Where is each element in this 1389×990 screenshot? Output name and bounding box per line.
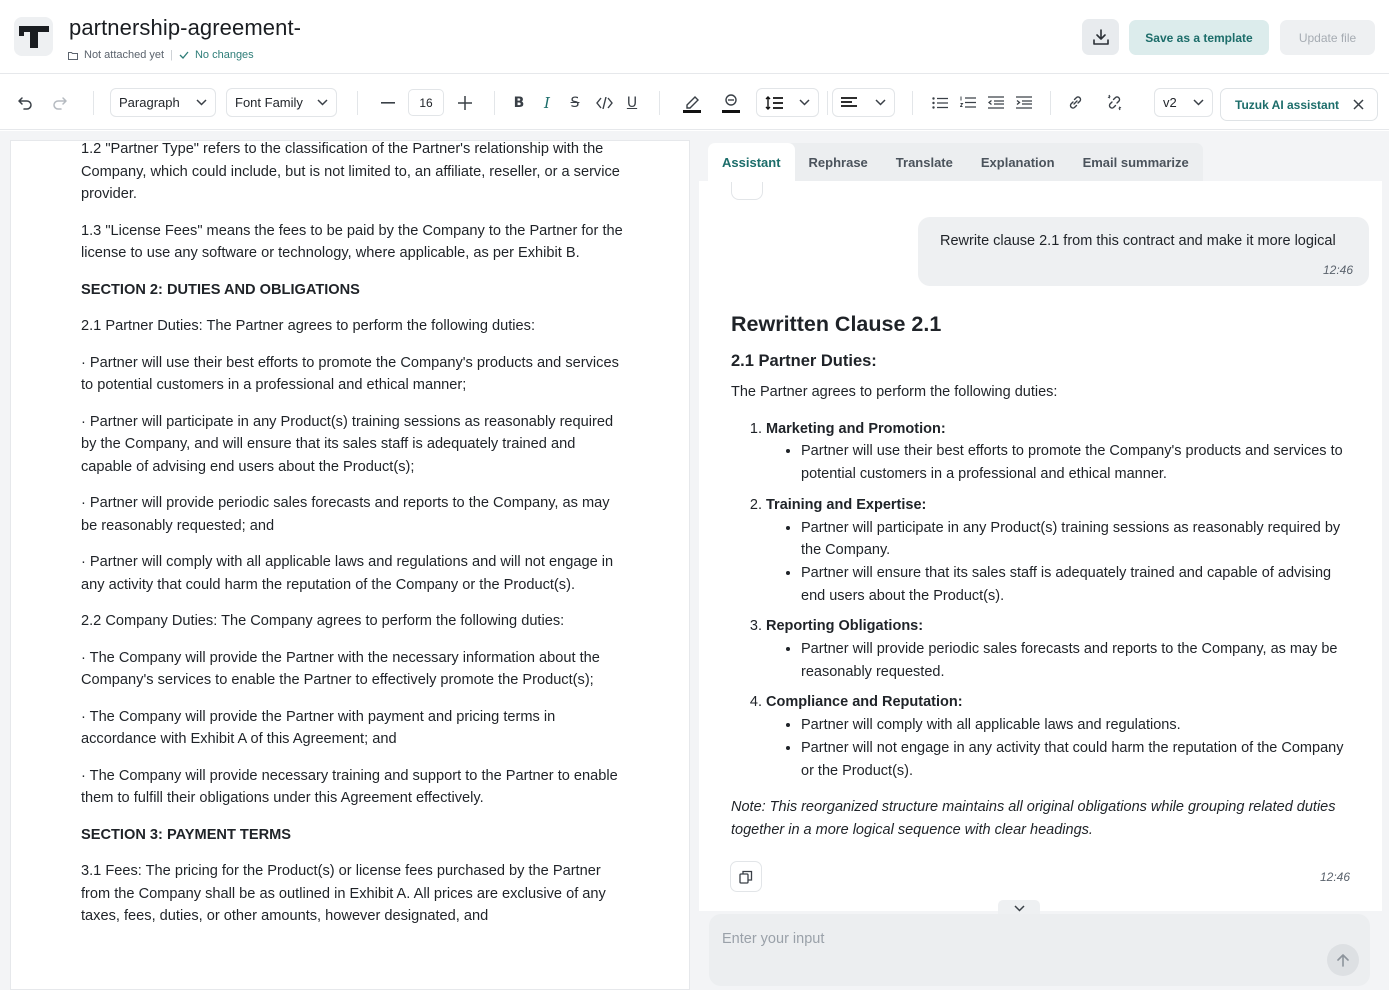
toolbar-divider xyxy=(93,91,94,115)
doc-paragraph[interactable]: 2.1 Partner Duties: The Partner agrees to perform the following duties: xyxy=(81,318,535,334)
doc-paragraph[interactable]: · The Company will provide the Partner with payment and pricing terms in accordance with Exhibit A of this Agreement; and xyxy=(81,708,556,747)
save-as-template-button[interactable]: Save as a template xyxy=(1129,20,1269,55)
response-note: Note: This reorganized structure maintains all original obligations while grouping related duties together in a more logical sequence with clear headings. xyxy=(731,799,1336,838)
assistant-response xyxy=(731,309,1351,842)
outdent-icon xyxy=(988,96,1004,109)
duty-section xyxy=(766,691,1351,782)
download-icon xyxy=(1092,28,1110,46)
user-message-text: Rewrite clause 2.1 from this contract and make it more logical xyxy=(940,233,1336,249)
line-height-select[interactable] xyxy=(756,88,819,117)
duty-title: Training and Expertise: xyxy=(766,496,927,513)
ai-assistant-toggle[interactable] xyxy=(1220,88,1378,121)
close-icon[interactable] xyxy=(1353,99,1364,110)
arrow-up-icon xyxy=(1337,954,1349,967)
highlight-color-button[interactable] xyxy=(719,75,743,130)
version-value: v2 xyxy=(1163,95,1177,110)
duty-title: Marketing and Promotion: xyxy=(766,420,946,437)
duty-item: • Partner will use their best efforts to promote the Company's products and services to potential customers in a professional and ethical manner. xyxy=(801,440,1351,485)
doc-paragraph[interactable]: · The Company will provide necessary training and support to the Partner to enable them to fulfill their obligations under this Agreement effectively. xyxy=(81,767,618,806)
document-meta xyxy=(68,49,254,61)
numbered-list-icon xyxy=(960,96,976,109)
duty-section xyxy=(766,418,1351,486)
redo-button[interactable] xyxy=(49,75,71,130)
plus-icon xyxy=(458,96,472,110)
chevron-down-icon xyxy=(799,99,810,106)
doc-paragraph[interactable]: · The Company will provide the Partner with the necessary information about the Company's services to enable the Partner to effectively promote the Product(s); xyxy=(81,649,600,688)
doc-section-heading[interactable]: SECTION 2: DUTIES AND OBLIGATIONS xyxy=(81,281,360,298)
response-intro: The Partner agrees to perform the following duties: xyxy=(731,384,1058,400)
undo-icon xyxy=(17,96,33,110)
chat-thread[interactable] xyxy=(699,181,1382,911)
logo-t-icon xyxy=(19,26,49,48)
duty-title: Reporting Obligations: xyxy=(766,618,924,635)
response-time: 12:46 xyxy=(1320,870,1351,884)
indent-icon xyxy=(1016,96,1032,109)
duty-item: • Partner will participate in any Product(s) training sessions as reasonably required by the Company. xyxy=(801,517,1351,562)
doc-paragraph[interactable]: · Partner will participate in any Product(s) training sessions as reasonably required by the Company, and will ensure that its sales staff is adequately trained and capable of advising end users about the Product(s); xyxy=(81,413,614,475)
align-left-icon xyxy=(841,97,857,109)
toolbar-divider xyxy=(494,91,495,115)
attach-status: Not attached yet xyxy=(84,49,165,61)
bold-icon: B xyxy=(513,94,525,111)
duty-section xyxy=(766,615,1351,683)
chat-input-container xyxy=(709,914,1370,986)
decrease-font-size-button[interactable] xyxy=(378,75,398,130)
underline-icon: U xyxy=(626,94,638,111)
font-family-select[interactable] xyxy=(226,88,337,117)
bullet-list-icon xyxy=(932,97,948,109)
toolbar-divider xyxy=(827,91,828,115)
response-duties-list xyxy=(731,418,1351,783)
update-file-button[interactable]: Update file xyxy=(1280,20,1375,55)
paint-bucket-icon xyxy=(721,93,741,113)
document-title[interactable]: partnership-agreement- xyxy=(69,15,302,40)
duty-item: • Partner will provide periodic sales forecasts and reports to the Company, as may be reasonably requested. xyxy=(801,638,1351,683)
toolbar-divider xyxy=(912,91,913,115)
chevron-down-icon xyxy=(1193,99,1204,106)
doc-paragraph[interactable]: · Partner will use their best efforts to promote the Company's products and services to potential customers in a professional and ethical manner; xyxy=(81,354,619,393)
change-status: No changes xyxy=(194,49,254,61)
meta-separator: | xyxy=(170,49,173,61)
folder-icon xyxy=(68,51,78,60)
version-select[interactable] xyxy=(1154,88,1213,117)
pen-color-icon xyxy=(682,93,702,113)
duty-item: • Partner will not engage in any activity that could harm the reputation of the Company or the Product(s). xyxy=(801,737,1351,782)
font-size-input[interactable]: 16 xyxy=(408,89,444,116)
previous-message-edge xyxy=(731,182,763,200)
italic-icon: I xyxy=(544,93,550,112)
unlink-icon xyxy=(1106,94,1123,111)
header xyxy=(0,0,1389,74)
strikethrough-button[interactable] xyxy=(565,75,585,130)
tab-explanation[interactable]: Explanation xyxy=(980,154,1055,170)
check-icon xyxy=(179,51,189,59)
minus-icon xyxy=(381,102,395,104)
copy-response-button[interactable] xyxy=(730,861,762,892)
duty-item: • Partner will comply with all applicable laws and regulations. xyxy=(801,714,1351,737)
doc-paragraph[interactable]: 1.2 "Partner Type" refers to the classification of the Partner's relationship with the Company, which could include, but is not limited to, an affiliate, reseller, or a service provider. xyxy=(81,141,620,202)
duty-section xyxy=(766,494,1351,608)
duty-title: Compliance and Reputation: xyxy=(766,694,963,711)
doc-section-heading[interactable]: SECTION 3: PAYMENT TERMS xyxy=(81,826,292,843)
response-subheading: 2.1 Partner Duties: xyxy=(731,352,877,370)
unlink-button[interactable] xyxy=(1103,75,1125,130)
insert-link-button[interactable] xyxy=(1064,75,1086,130)
ai-assistant-label: Tuzuk AI assistant xyxy=(1235,97,1340,112)
indent-button[interactable] xyxy=(1014,75,1034,130)
user-message xyxy=(918,217,1369,286)
strikethrough-icon: S xyxy=(570,94,580,111)
editor-toolbar xyxy=(0,75,1389,130)
bullet-list-button[interactable] xyxy=(930,75,950,130)
text-color-button[interactable] xyxy=(680,75,704,130)
assistant-tabs xyxy=(708,143,1203,181)
doc-paragraph[interactable]: · Partner will provide periodic sales forecasts and reports to the Company, as may be reasonably requested; and xyxy=(81,495,610,534)
send-button[interactable] xyxy=(1327,944,1359,976)
block-type-value: Paragraph xyxy=(119,95,180,110)
toolbar-divider xyxy=(1050,91,1051,115)
tab-email-summarize[interactable]: Email summarize xyxy=(1082,154,1189,170)
document-editor[interactable] xyxy=(10,140,690,990)
toolbar-divider xyxy=(659,91,660,115)
tab-rephrase[interactable]: Rephrase xyxy=(808,154,868,170)
outdent-button[interactable] xyxy=(986,75,1006,130)
toolbar-divider xyxy=(357,91,358,115)
copy-icon xyxy=(739,870,753,884)
download-button[interactable] xyxy=(1082,19,1119,55)
chevron-down-icon xyxy=(875,99,886,106)
doc-paragraph[interactable]: 1.3 "License Fees" means the fees to be paid by the Company to the Partner for the license to use any software or technology, where applicable, as per Exhibit B. xyxy=(81,222,623,261)
user-message-time: 12:46 xyxy=(1322,263,1353,277)
code-icon xyxy=(596,97,613,109)
link-icon xyxy=(1067,94,1084,111)
chevron-down-icon xyxy=(317,99,328,106)
tab-assistant[interactable]: Assistant xyxy=(708,143,795,181)
app-logo[interactable] xyxy=(14,17,53,56)
underline-button[interactable] xyxy=(622,75,642,130)
tab-translate[interactable]: Translate xyxy=(895,154,953,170)
chat-input[interactable] xyxy=(722,928,1282,950)
numbered-list-button[interactable] xyxy=(958,75,978,130)
doc-paragraph[interactable]: 3.1 Fees: The pricing for the Product(s) or license fees purchased by the Partner from the Company shall be as outlined in Exhibit A. All prices are exclusive of any taxes, fees, duties, or other amounts, however designated, and xyxy=(81,863,606,924)
undo-button[interactable] xyxy=(14,75,36,130)
code-button[interactable] xyxy=(593,75,615,130)
text-align-select[interactable] xyxy=(832,88,895,117)
line-height-icon xyxy=(765,96,783,110)
document-content[interactable] xyxy=(81,140,626,942)
duty-item: • Partner will ensure that its sales staff is adequately trained and capable of advising end users about the Product(s). xyxy=(801,562,1351,607)
block-type-select[interactable] xyxy=(110,88,216,117)
chevron-down-icon xyxy=(196,99,207,106)
chevron-down-icon xyxy=(1014,905,1025,912)
font-family-value: Font Family xyxy=(235,95,303,110)
increase-font-size-button[interactable] xyxy=(455,75,475,130)
redo-icon xyxy=(52,96,68,110)
italic-button[interactable] xyxy=(537,75,557,130)
response-heading: Rewritten Clause 2.1 xyxy=(731,312,942,336)
doc-paragraph[interactable]: 2.2 Company Duties: The Company agrees to perform the following duties: xyxy=(81,613,565,629)
bold-button[interactable] xyxy=(509,75,529,130)
doc-paragraph[interactable]: · Partner will comply with all applicable laws and regulations and will not engage in any activity that could harm the reputation of the Company or the Product(s). xyxy=(81,554,614,593)
